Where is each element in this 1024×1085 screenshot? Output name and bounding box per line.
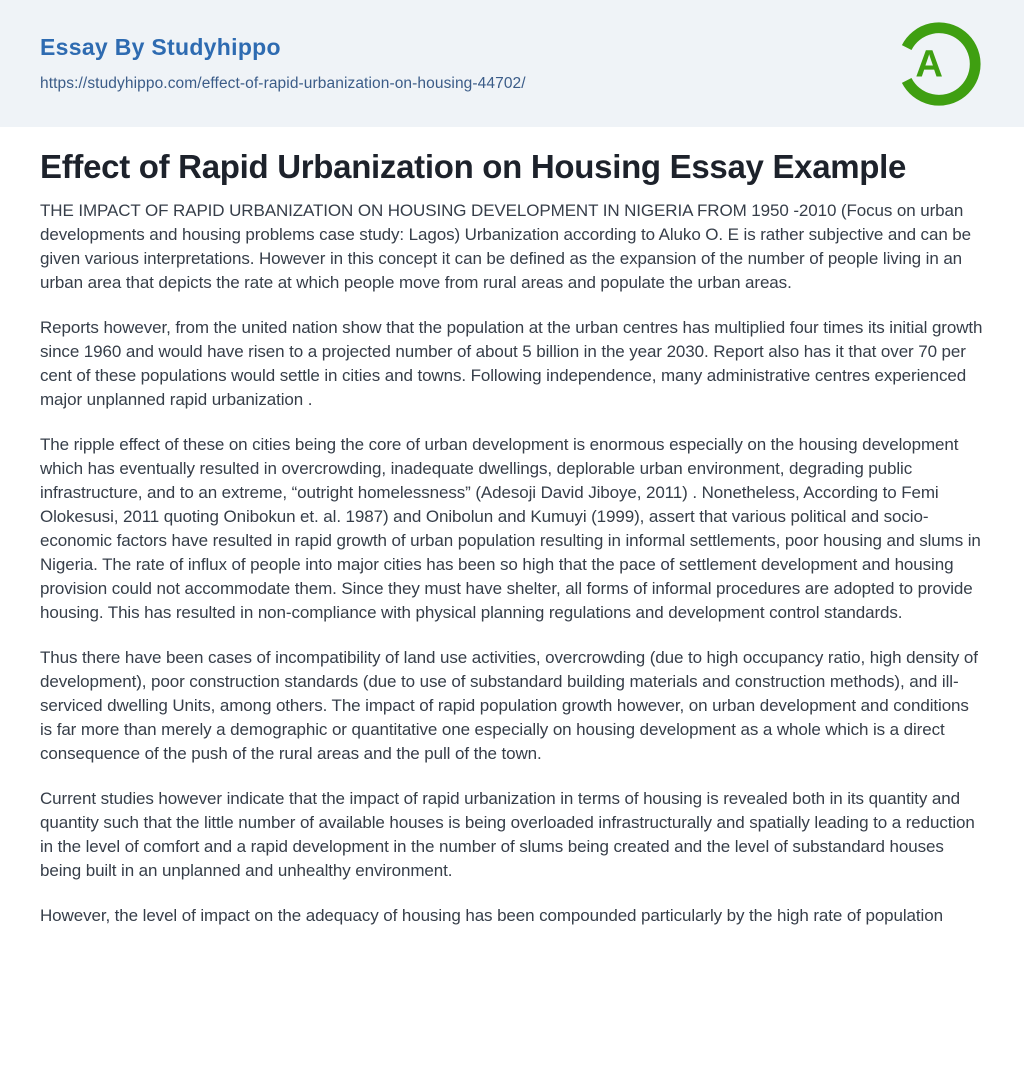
source-url-link[interactable]: https://studyhippo.com/effect-of-rapid-urbanization-on-housing-44702/	[40, 75, 526, 92]
brand-title: Essay By Studyhippo	[40, 34, 281, 60]
site-header	[0, 0, 1024, 127]
essay-paragraph-4: Thus there have been cases of incompatibility of land use activities, overcrowding (due to high occupancy ratio, high density of development), poor construction standards (due to use of substandard building materials and construction methods), and ill-serviced dwelling Units, among others. The impact of rapid population growth however, on urban development and conditions is far more than merely a demographic or quantitative one especially on housing development as a whole which is a direct consequence of the push of the rural areas and the pull of the town.	[40, 648, 978, 763]
page-title: Effect of Rapid Urbanization on Housing Essay Example	[40, 148, 907, 185]
essay-paragraph-1: THE IMPACT OF RAPID URBANIZATION ON HOUSING DEVELOPMENT IN NIGERIA FROM 1950 -2010 (Focus on urban developments and housing problems case study: Lagos) Urbanization according to Aluko O. E is rather subjective and can be given various interpretations. However in this concept it can be defined as the expansion of the number of people living in an urban area that depicts the rate at which people move from rural areas and populate the urban areas.	[40, 201, 972, 292]
essay-paragraph-3: The ripple effect of these on cities being the core of urban development is enormous especially on the housing development which has eventually resulted in overcrowding, inadequate dwellings, deplorable urban environment, degrading public infrastructure, and to an extreme, “outright homelessness” (Adesoji David Jiboye, 2011) . Nonetheless, According to Femi Olokesusi, 2011 quoting Onibokun et. al. 1987) and Onibolun and Kumuyi (1999), assert that various political and socio-economic factors have resulted in rapid growth of urban population resulting in informal settlements, poor housing and slums in Nigeria. The rate of influx of people into major cities has been so high that the pace of settlement development and housing provision could not accommodate them. Since they must have shelter, all forms of informal procedures are adopted to provide housing. This has resulted in non-compliance with physical planning regulations and development control standards.	[40, 435, 981, 622]
studyhippo-logo-icon	[892, 17, 986, 111]
essay-content	[0, 148, 1024, 928]
header-text-block	[40, 34, 526, 93]
essay-paragraph-6: However, the level of impact on the adequacy of housing has been compounded particularly by the high rate of population	[40, 906, 943, 925]
essay-paragraph-5: Current studies however indicate that the impact of rapid urbanization in terms of housing is revealed both in its quantity and quantity such that the little number of available houses is being overloaded infrastructurally and spatially leading to a reduction in the level of comfort and a rapid development in the number of slums being created and the level of substandard houses being built in an unplanned and unhealthy environment.	[40, 789, 975, 880]
essay-paragraph-2: Reports however, from the united nation show that the population at the urban centres has multiplied four times its initial growth since 1960 and would have risen to a projected number of about 5 billion in the year 2030. Report also has it that over 70 per cent of these populations would settle in cities and towns. Following independence, many administrative centres experienced major unplanned rapid urbanization .	[40, 318, 983, 409]
logo-letter: A	[915, 42, 943, 86]
